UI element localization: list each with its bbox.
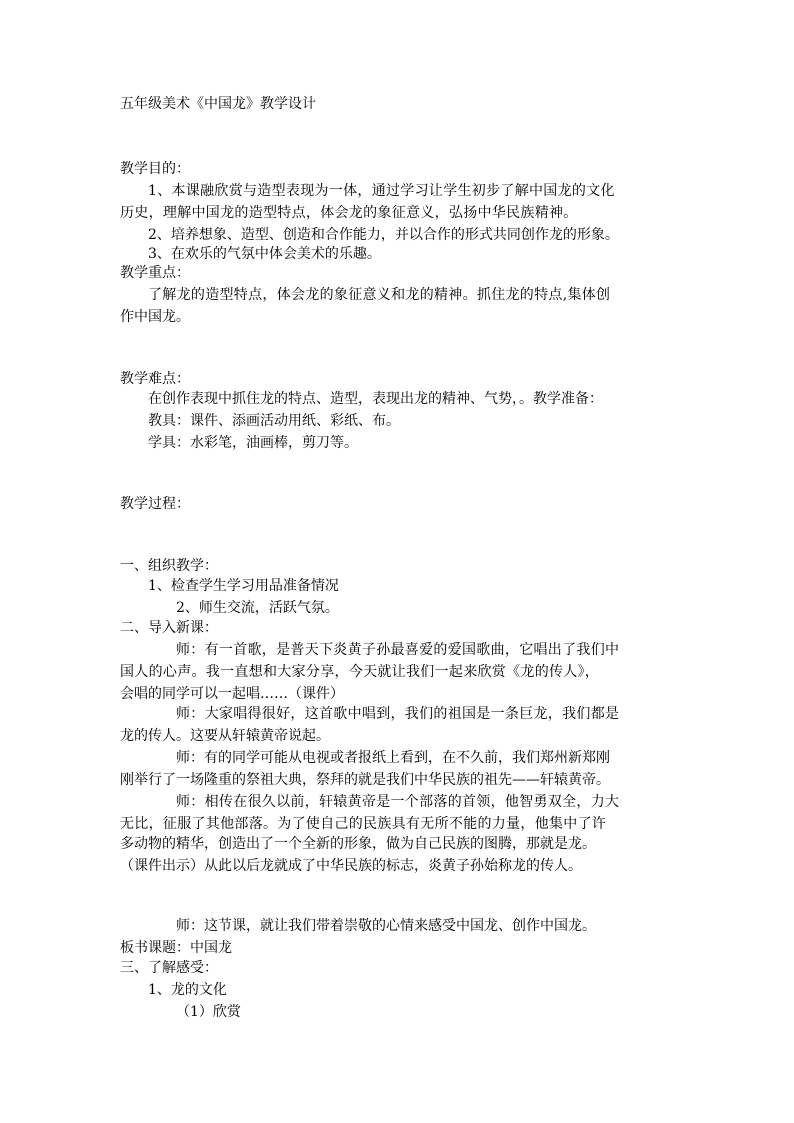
section-2-p4-line-4: （课件出示）从此以后龙就成了中华民族的标志，炎黄子孙始称龙的传人。	[120, 858, 582, 874]
difficulties-line-1: 在创作表现中抓住龙的特点、造型，表现出龙的精神、气势，。教学准备：	[148, 391, 603, 407]
objective-3: 3、在欢乐的气氛中体会美术的乐趣。	[148, 246, 381, 262]
section-2-p1-line-1: 师：有一首歌，是普天下炎黄子孙最喜爱的爱国歌曲，它唱出了我们中	[176, 642, 620, 658]
section-1-item-1: 1、检查学生学习用品准备情况	[148, 578, 339, 594]
objective-1-line-2: 历史，理解中国龙的造型特点，体会龙的象征意义，弘扬中华民族精神。	[120, 205, 578, 221]
board-title: 板书课题：中国龙	[120, 940, 232, 956]
key-points-line-2: 作中国龙。	[120, 309, 190, 325]
section-3-heading: 三、了解感受：	[120, 960, 218, 976]
section-2-p2-line-2: 龙的传人。这要从轩辕黄帝说起。	[120, 728, 330, 744]
section-2-p1-line-2: 国人的心声。我一直想和大家分享，今天就让我们一起来欣赏《龙的传人》，	[120, 664, 600, 680]
section-2-p4-line-3: 多动物的精华，创造出了一个全新的形象，做为自己民族的图腾，那就是龙。	[120, 836, 596, 852]
section-2-p3-line-1: 师：有的同学可能从电视或者报纸上看到，在不久前，我们郑州新郑刚	[176, 750, 610, 766]
process-heading: 教学过程：	[120, 496, 190, 512]
difficulties-heading: 教学难点：	[120, 371, 190, 387]
document-title: 五年级美术《中国龙》教学设计	[120, 96, 316, 112]
section-2-p1-line-3: 会唱的同学可以一起唱……（课件）	[120, 686, 344, 702]
section-1-heading: 一、组织教学：	[120, 558, 218, 574]
section-2-p2-line-1: 师：大家唱得很好，这首歌中唱到，我们的祖国是一条巨龙，我们都是	[176, 706, 620, 722]
section-1-item-2: 2、师生交流，活跃气氛。	[176, 600, 339, 616]
section-2-p4-line-2: 无比，征服了其他部落。为了使自己的民族具有无所不能的力量，他集中了许	[120, 816, 607, 832]
section-3-sub-1: （1）欣赏	[176, 1004, 241, 1020]
student-tools: 学具：水彩笔，油画棒，剪刀等。	[148, 435, 358, 451]
section-2-heading: 二、导入新课：	[120, 620, 218, 636]
objectives-heading: 教学目的：	[120, 161, 190, 177]
objective-1-line-1: 1、本课融欣赏与造型表现为一体，通过学习让学生初步了解中国龙的文化	[148, 183, 615, 199]
section-3-item-1: 1、龙的文化	[148, 982, 227, 998]
objective-2: 2、培养想象、造型、创造和合作能力，并以合作的形式共同创作龙的形象。	[148, 227, 619, 243]
teacher-tools: 教具：课件、添画活动用纸、彩纸、布。	[148, 413, 400, 429]
key-points-line-1: 了解龙的造型特点，体会龙的象征意义和龙的精神。抓住龙的特点,集体创	[148, 287, 611, 303]
section-2-p5: 师：这节课，就让我们带着崇敬的心情来感受中国龙、创作中国龙。	[176, 918, 596, 934]
section-2-p4-line-1: 师：相传在很久以前，轩辕黄帝是一个部落的首领，他智勇双全，力大	[176, 794, 620, 810]
key-points-heading: 教学重点：	[120, 265, 190, 281]
section-2-p3-line-2: 刚举行了一场隆重的祭祖大典，祭拜的就是我们中华民族的祖先——轩辕黄帝。	[120, 772, 610, 788]
